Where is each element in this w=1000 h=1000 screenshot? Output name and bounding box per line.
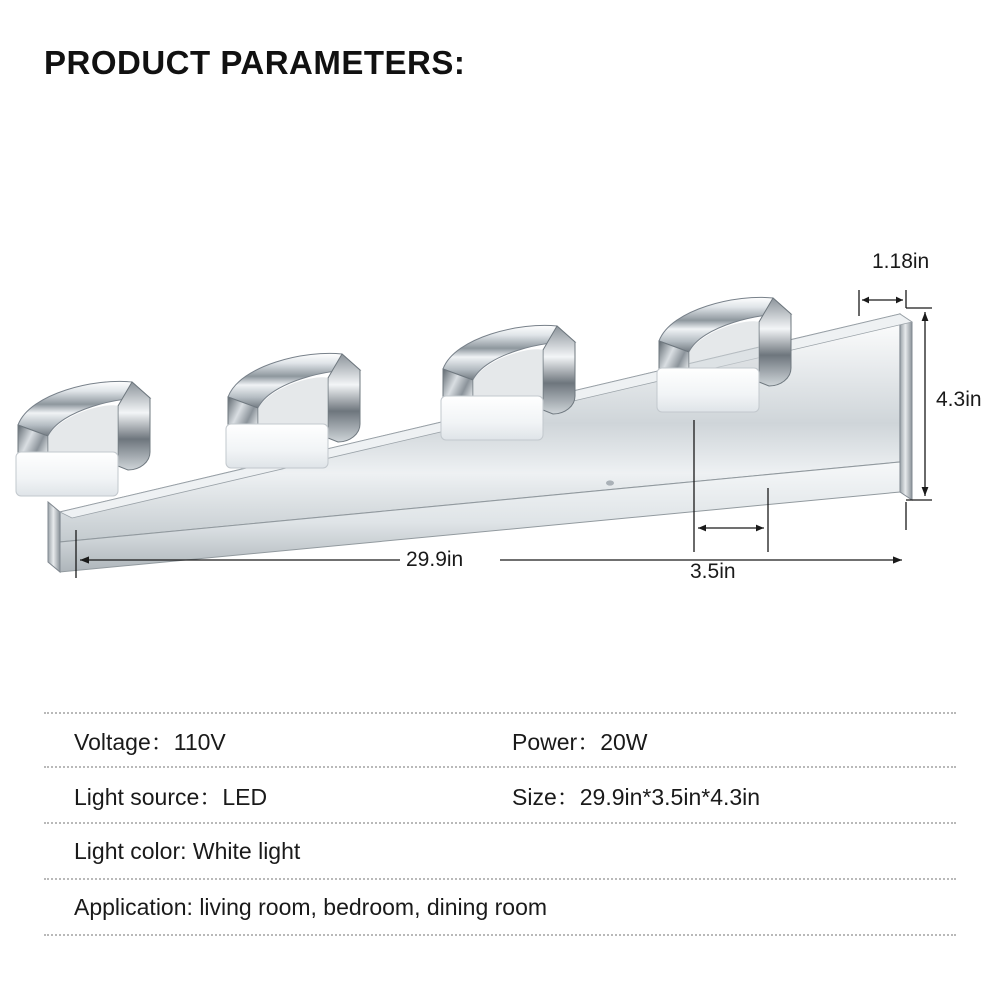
spec-row-lightsource-size	[44, 768, 956, 824]
dimension-label-height: 4.3in	[936, 388, 982, 411]
dimension-label-length: 29.9in	[406, 548, 464, 571]
diffuser-panel-4	[657, 368, 759, 412]
spec-row-application	[44, 880, 956, 936]
spec-application-value: living room, bedroom, dining room	[199, 893, 548, 920]
spec-light-color-value: White light	[192, 837, 301, 864]
spec-light-source-label: Light source：	[74, 783, 223, 810]
spec-light-source	[44, 779, 267, 812]
spec-size	[512, 779, 760, 812]
screw-dot	[606, 480, 614, 485]
spec-size-label: Size：	[512, 783, 580, 810]
spec-application	[44, 894, 547, 921]
spec-voltage-value: 110V	[173, 728, 226, 755]
diffuser-panel-3	[441, 396, 543, 440]
spec-application-label: Application:	[74, 893, 193, 920]
spec-voltage	[44, 724, 226, 757]
page-title: PRODUCT PARAMETERS:	[44, 44, 466, 81]
product-illustration-svg	[0, 230, 1000, 610]
lamp-head-1	[16, 381, 150, 496]
spec-light-source-value: LED	[222, 783, 268, 810]
dimension-label-depth: 1.18in	[872, 250, 930, 273]
spec-light-color-label: Light color:	[74, 837, 187, 864]
specifications-table	[44, 712, 956, 936]
product-figure	[0, 230, 1000, 610]
diffuser-panel-2	[226, 424, 328, 468]
spec-power-value: 20W	[600, 728, 648, 755]
spec-row-voltage-power	[44, 712, 956, 768]
diffuser-panel-1	[16, 452, 118, 496]
spec-voltage-label: Voltage：	[74, 728, 174, 755]
spec-light-color	[44, 838, 300, 865]
spec-row-lightcolor	[44, 824, 956, 880]
spec-power	[512, 724, 648, 757]
spec-power-label: Power：	[512, 728, 601, 755]
spec-size-value: 29.9in*3.5in*4.3in	[579, 783, 761, 810]
dimension-label-width: 3.5in	[690, 560, 736, 583]
